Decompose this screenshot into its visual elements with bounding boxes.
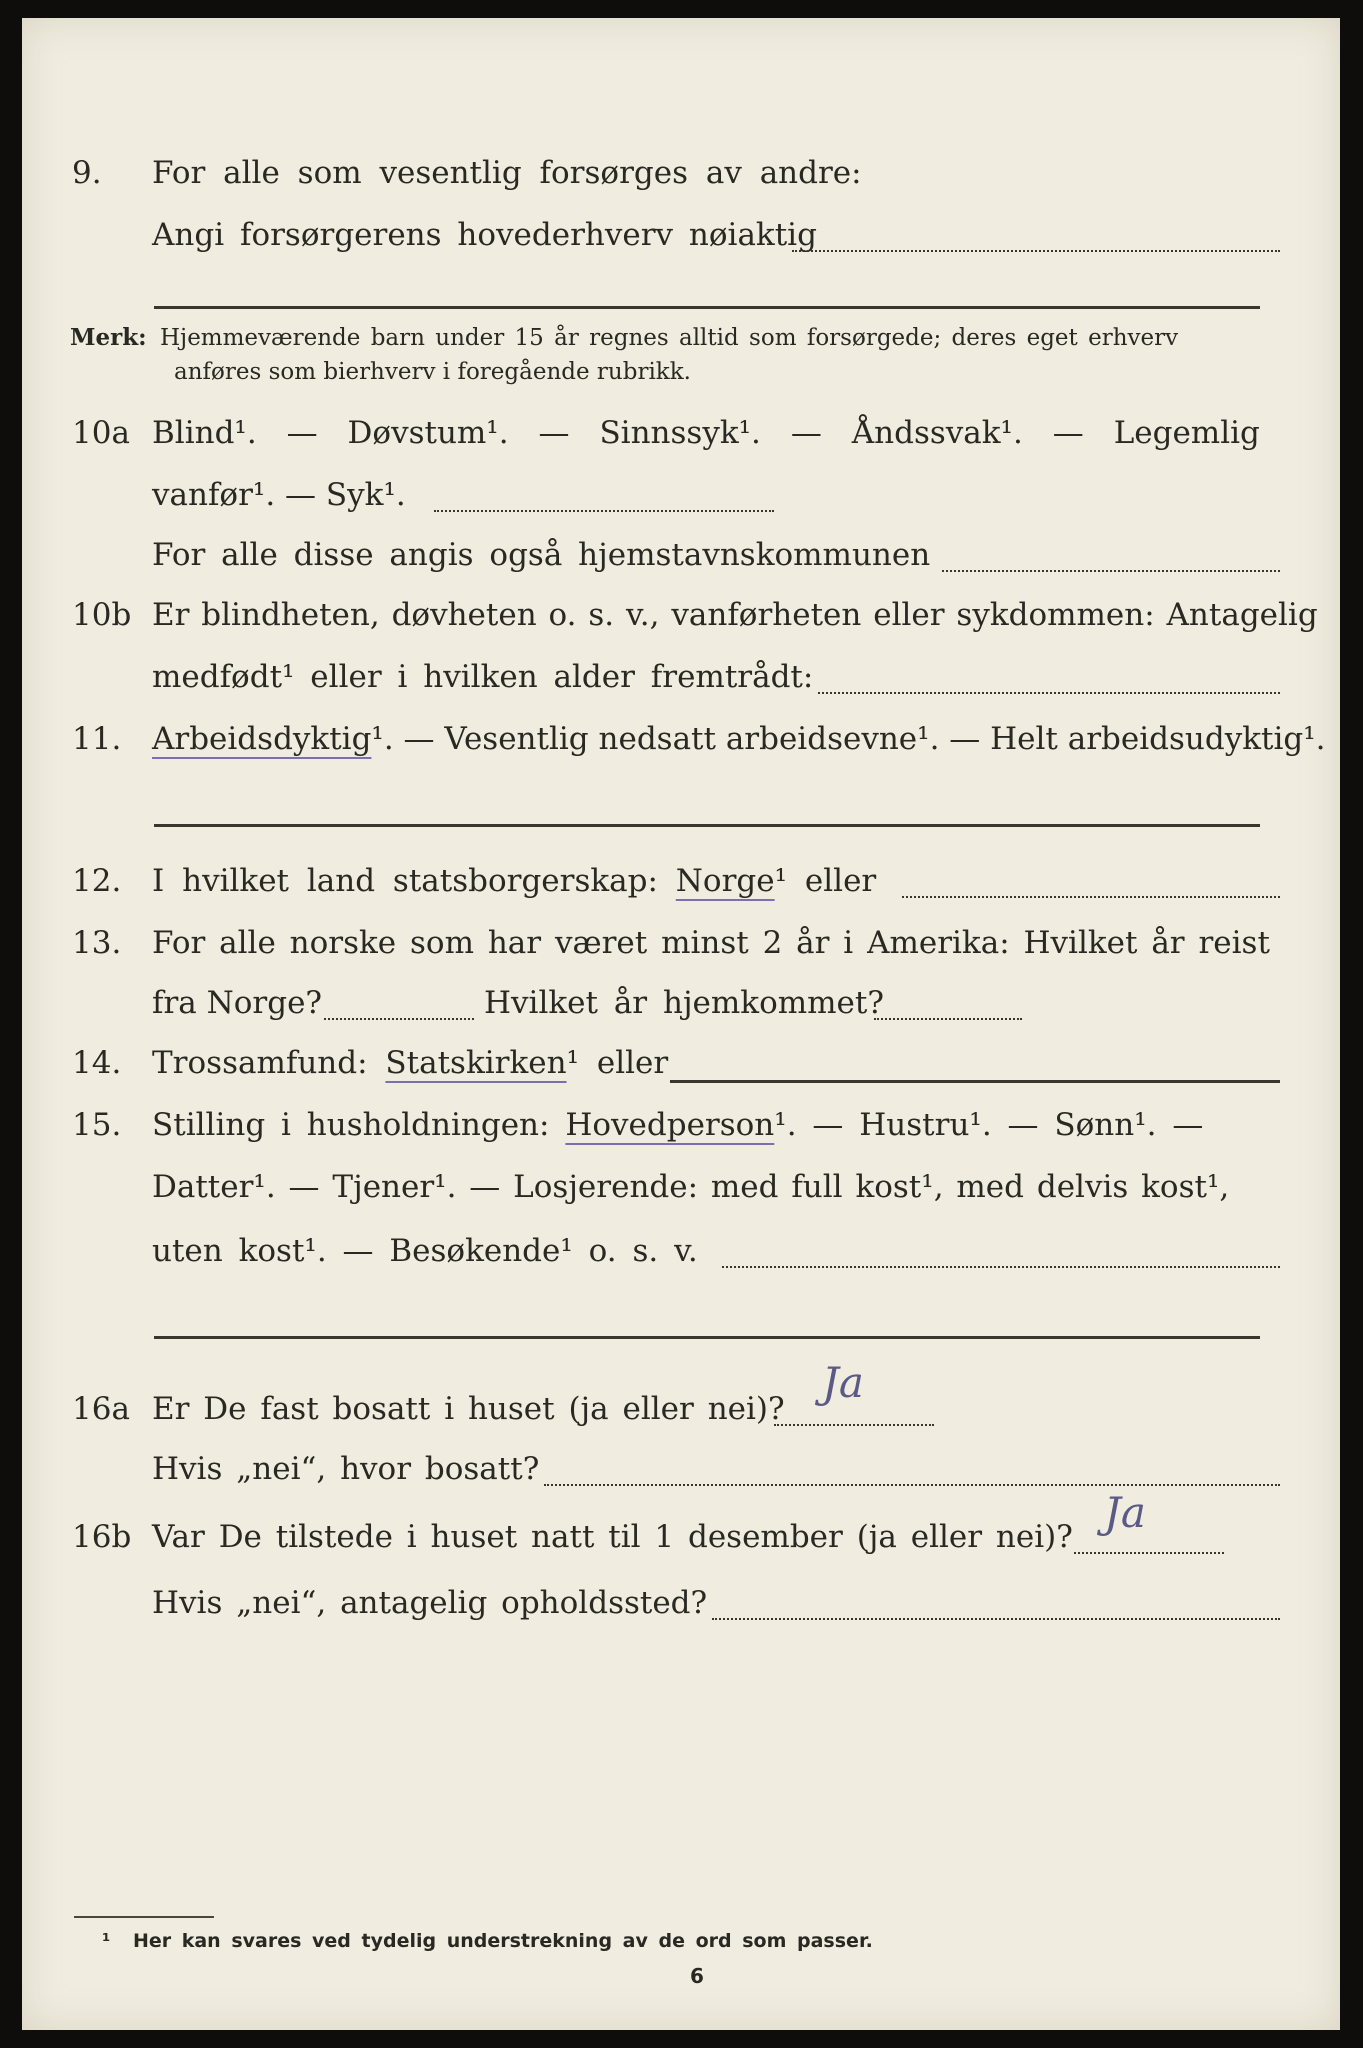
q10b-row <box>22 590 1340 640</box>
q15-label: Stilling i husholdningen: <box>152 1107 550 1143</box>
q10a-opt-legemlig[interactable]: Legemlig <box>1113 415 1260 451</box>
q15-opt-hovedperson[interactable]: Hovedperson <box>565 1107 775 1143</box>
q16a-number: 16a <box>72 1391 130 1427</box>
q15-row-2 <box>22 1162 1340 1212</box>
q13-row-2 <box>22 978 1340 1028</box>
q10a-syk-answer-line[interactable] <box>434 510 774 512</box>
q10b-row-2 <box>22 652 1340 702</box>
q16b-line2: Hvis „nei“, antagelig opholdssted? <box>152 1585 708 1621</box>
merk-label: Merk: <box>70 324 147 351</box>
q11-rest: ¹. — Vesentlig nedsatt arbeidsevne¹. — Helt arbeidsudyktig¹. <box>371 721 1326 757</box>
footnote-rule <box>74 1916 214 1918</box>
q14-answer-line[interactable] <box>670 1080 1280 1083</box>
q14-eller: ¹ eller <box>566 1045 669 1081</box>
q12-answer-line[interactable] <box>902 896 1280 898</box>
q16b-handwritten-answer: Ja <box>1104 1488 1146 1537</box>
q11-text <box>152 714 1326 764</box>
q15-rest: ¹. — Hustru¹. — Sønn¹. — <box>774 1107 1204 1143</box>
q9-line2: Angi forsørgerens hovederhverv nøiaktig <box>152 217 817 253</box>
dash: — <box>538 415 570 451</box>
q10a-row-2 <box>22 470 1340 520</box>
q14-label: Trossamfund: <box>152 1045 368 1081</box>
q16a-line2: Hvis „nei“, hvor bosatt? <box>152 1451 540 1487</box>
q11-row <box>22 714 1340 764</box>
q12-number: 12. <box>72 863 122 899</box>
q9-answer-line[interactable] <box>792 250 1280 252</box>
q15-row <box>22 1100 1340 1150</box>
q10a-line3: For alle disse angis også hjemstavnskommunen <box>152 537 931 573</box>
q15-line3: uten kost¹. — Besøkende¹ o. s. v. <box>152 1233 698 1269</box>
q12-opt-norge[interactable]: Norge <box>675 863 775 899</box>
q15-divider <box>154 1336 1260 1339</box>
q10a-hjemstavn-line[interactable] <box>942 570 1280 572</box>
footnote-text: Her kan svares ved tydelig understrekning av de ord som passer. <box>132 1930 873 1952</box>
q15-number: 15. <box>72 1107 122 1143</box>
q13-hjemkommet-line[interactable] <box>874 1018 1022 1020</box>
q16a-row-2 <box>22 1444 1340 1494</box>
census-form-page <box>22 18 1340 2030</box>
q15-row-3 <box>22 1226 1340 1276</box>
q16b-answer-line[interactable] <box>1074 1552 1224 1554</box>
q15-line2: Datter¹. — Tjener¹. — Losjerende: med full kost¹, med delvis kost¹, <box>152 1169 1230 1205</box>
q13-reist-line[interactable] <box>324 1018 474 1020</box>
q16a-line1: Er De fast bosatt i huset (ja eller nei)? <box>152 1391 785 1427</box>
q16b-opholdssted-line[interactable] <box>712 1618 1280 1620</box>
q11-divider <box>154 824 1260 827</box>
q10a-row <box>22 408 1340 458</box>
q9-row-2 <box>22 210 1340 260</box>
q10a-opt-dovstum[interactable]: Døvstum¹. <box>347 415 509 451</box>
dash: — <box>1052 415 1084 451</box>
q12-text <box>152 856 876 906</box>
page-mark: 6 <box>690 1964 704 1988</box>
q10a-opt-andssvak[interactable]: Åndssvak¹. <box>851 415 1023 451</box>
footnote-mark: ¹ <box>102 1930 111 1952</box>
q13-line2b: Hvilket år hjemkommet? <box>484 985 884 1021</box>
dash: — <box>286 415 318 451</box>
q9-number: 9. <box>72 155 102 191</box>
q12-eller: ¹ eller <box>774 863 877 899</box>
q16b-row-2 <box>22 1578 1340 1628</box>
q9-line1: For alle som vesentlig forsørges av andre: <box>152 155 862 191</box>
q10b-answer-line[interactable] <box>818 692 1280 694</box>
q15-answer-line[interactable] <box>722 1266 1280 1268</box>
q14-opt-statskirken[interactable]: Statskirken <box>385 1045 567 1081</box>
merk-line2: anføres som bierhverv i foregående rubrikk. <box>174 359 691 385</box>
q11-number: 11. <box>72 721 122 757</box>
q9-row <box>22 148 1340 198</box>
q10b-line1: Er blindheten, døvheten o. s. v., vanførheten eller sykdommen: Antagelig <box>152 597 1318 633</box>
q15-text <box>152 1100 1203 1150</box>
q9-divider <box>154 306 1260 309</box>
q16b-line1: Var De tilstede i huset natt til 1 desember (ja eller nei)? <box>152 1519 1073 1555</box>
q10a-line2: vanfør¹. — Syk¹. <box>152 477 406 513</box>
q16a-answer-line[interactable] <box>774 1424 934 1426</box>
merk-line1: Hjemmeværende barn under 15 år regnes alltid som forsørgede; deres eget erhverv <box>160 325 1179 351</box>
q13-line1: For alle norske som har været minst 2 år i Amerika: Hvilket år reist <box>152 925 1270 961</box>
q10a-row-3 <box>22 530 1340 580</box>
q10a-opt-sinnssyk[interactable]: Sinnssyk¹. <box>599 415 761 451</box>
q14-number: 14. <box>72 1045 122 1081</box>
q16a-handwritten-answer: Ja <box>822 1358 864 1407</box>
q12-row <box>22 856 1340 906</box>
q10a-opt-blind[interactable]: Blind¹. <box>152 415 257 451</box>
q10a-number: 10a <box>72 415 130 451</box>
q12-label: I hvilket land statsborgerskap: <box>152 863 658 899</box>
q13-row <box>22 918 1340 968</box>
q16a-row <box>22 1384 1340 1434</box>
q13-line2a: fra Norge? <box>152 985 323 1021</box>
q11-opt-arbeidsdyktig[interactable]: Arbeidsdyktig <box>152 721 372 757</box>
q10b-number: 10b <box>72 597 132 633</box>
q10b-line2: medfødt¹ eller i hvilken alder fremtrådt: <box>152 659 814 695</box>
footnote <box>102 1930 873 1952</box>
dash: — <box>790 415 822 451</box>
q10a-options <box>152 408 1260 458</box>
q13-number: 13. <box>72 925 122 961</box>
q16b-number: 16b <box>72 1519 132 1555</box>
q14-text <box>152 1038 668 1088</box>
q16a-bosatt-line[interactable] <box>544 1484 1280 1486</box>
